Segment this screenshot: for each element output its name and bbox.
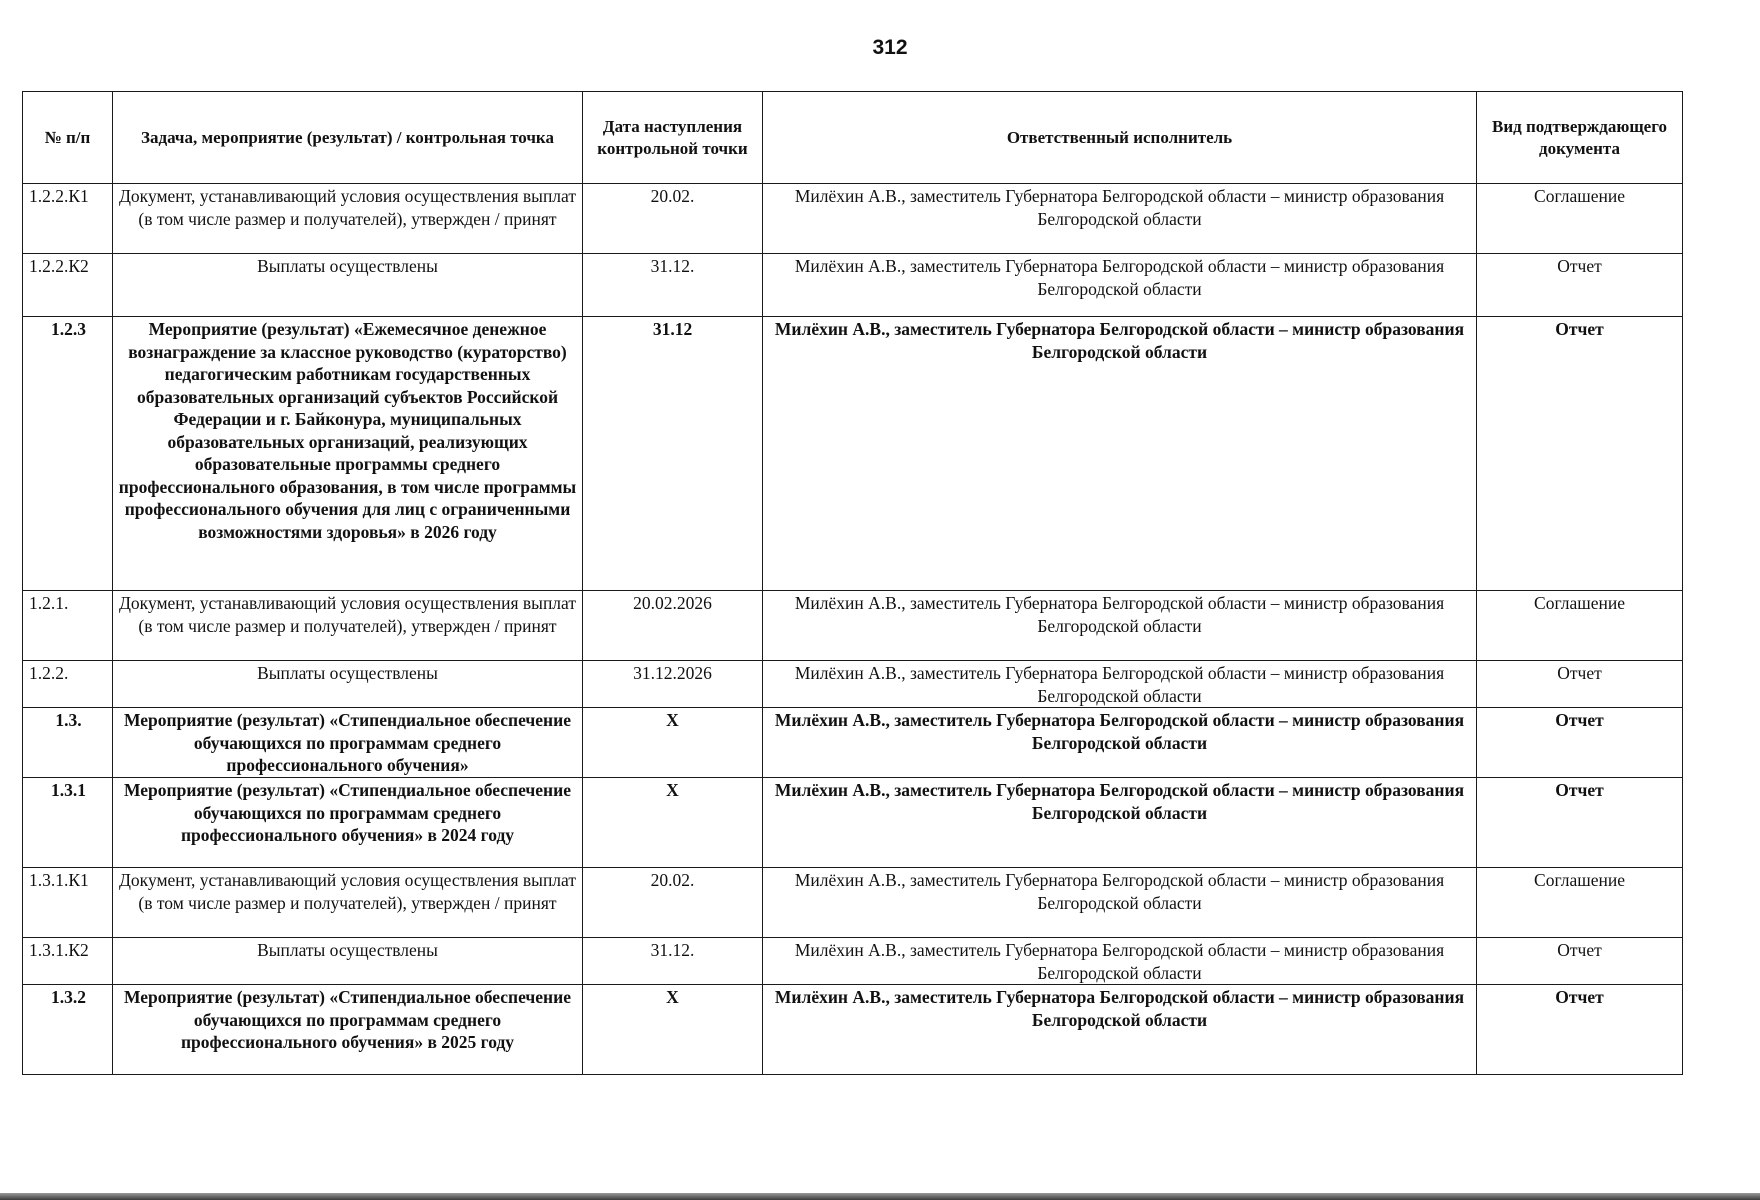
row-document: Отчет	[1477, 254, 1683, 317]
row-executor: Милёхин А.В., заместитель Губернатора Белгородской области – министр образования Белгородской области	[763, 591, 1477, 661]
row-document: Соглашение	[1477, 868, 1683, 938]
row-document: Отчет	[1477, 661, 1683, 708]
row-task: Документ, устанавливающий условия осуществления выплат (в том числе размер и получателей), утвержден / принят	[113, 184, 583, 254]
header-executor: Ответственный исполнитель	[763, 92, 1477, 184]
row-date: 31.12.2026	[583, 661, 763, 708]
table-row	[23, 708, 1683, 778]
table-row	[23, 591, 1683, 661]
row-date: 31.12.	[583, 938, 763, 985]
row-task: Выплаты осуществлены	[113, 254, 583, 317]
table-row	[23, 254, 1683, 317]
table-header-row	[23, 92, 1683, 184]
row-number: 1.2.1.	[23, 591, 113, 661]
row-document: Отчет	[1477, 778, 1683, 868]
table-row	[23, 985, 1683, 1075]
row-number: 1.3.1.К2	[23, 938, 113, 985]
row-executor: Милёхин А.В., заместитель Губернатора Белгородской области – министр образования Белгородской области	[763, 985, 1477, 1075]
row-document: Отчет	[1477, 708, 1683, 778]
row-task: Мероприятие (результат) «Стипендиальное обеспечение обучающихся по программам среднего профессионального обучения» в 2025 году	[113, 985, 583, 1075]
row-executor: Милёхин А.В., заместитель Губернатора Белгородской области – министр образования Белгородской области	[763, 778, 1477, 868]
page-number: 312	[872, 36, 908, 59]
row-document: Соглашение	[1477, 591, 1683, 661]
row-document: Отчет	[1477, 985, 1683, 1075]
control-points-table	[22, 91, 1683, 1075]
row-number: 1.3.1.К1	[23, 868, 113, 938]
row-date: 20.02.2026	[583, 591, 763, 661]
row-executor: Милёхин А.В., заместитель Губернатора Белгородской области – министр образования Белгородской области	[763, 317, 1477, 591]
row-date: X	[583, 985, 763, 1075]
row-number: 1.3.1	[23, 778, 113, 868]
row-date: 31.12.	[583, 254, 763, 317]
row-executor: Милёхин А.В., заместитель Губернатора Белгородской области – министр образования Белгородской области	[763, 661, 1477, 708]
header-task: Задача, мероприятие (результат) / контрольная точка	[113, 92, 583, 184]
row-task: Мероприятие (результат) «Стипендиальное обеспечение обучающихся по программам среднего профессионального обучения»	[113, 708, 583, 778]
row-task: Выплаты осуществлены	[113, 938, 583, 985]
table-row	[23, 661, 1683, 708]
row-document: Соглашение	[1477, 184, 1683, 254]
row-date: 20.02.	[583, 868, 763, 938]
table-row	[23, 778, 1683, 868]
table-row	[23, 938, 1683, 985]
table-row	[23, 868, 1683, 938]
row-task: Мероприятие (результат) «Ежемесячное денежное вознаграждение за классное руководство (кураторство) педагогическим работникам государственных образовательных организаций субъектов Российской Федерации и г. Байконура, муниципальных образовательных организаций, реализующих образовательные программы среднего профессионального образования, в том числе программы профессионального обучения для лиц с ограниченными возможностями здоровья» в 2026 году	[113, 317, 583, 591]
table-row	[23, 317, 1683, 591]
row-executor: Милёхин А.В., заместитель Губернатора Белгородской области – министр образования Белгородской области	[763, 184, 1477, 254]
row-document: Отчет	[1477, 938, 1683, 985]
row-number: 1.2.2.К2	[23, 254, 113, 317]
row-executor: Милёхин А.В., заместитель Губернатора Белгородской области – министр образования Белгородской области	[763, 254, 1477, 317]
row-task: Документ, устанавливающий условия осуществления выплат (в том числе размер и получателей), утвержден / принят	[113, 591, 583, 661]
row-number: 1.2.2.	[23, 661, 113, 708]
table-row	[23, 184, 1683, 254]
row-number: 1.2.3	[23, 317, 113, 591]
row-document: Отчет	[1477, 317, 1683, 591]
row-date: X	[583, 778, 763, 868]
row-number: 1.2.2.К1	[23, 184, 113, 254]
header-number: № п/п	[23, 92, 113, 184]
header-document: Вид подтверждающего документа	[1477, 92, 1683, 184]
row-date: 31.12	[583, 317, 763, 591]
row-task: Выплаты осуществлены	[113, 661, 583, 708]
header-date: Дата наступления контрольной точки	[583, 92, 763, 184]
row-date: 20.02.	[583, 184, 763, 254]
row-executor: Милёхин А.В., заместитель Губернатора Белгородской области – министр образования Белгородской области	[763, 708, 1477, 778]
row-task: Мероприятие (результат) «Стипендиальное обеспечение обучающихся по программам среднего профессионального обучения» в 2024 году	[113, 778, 583, 868]
row-executor: Милёхин А.В., заместитель Губернатора Белгородской области – министр образования Белгородской области	[763, 868, 1477, 938]
row-task: Документ, устанавливающий условия осуществления выплат (в том числе размер и получателей), утвержден / принят	[113, 868, 583, 938]
row-number: 1.3.	[23, 708, 113, 778]
scan-edge-strip	[0, 1193, 1760, 1200]
row-number: 1.3.2	[23, 985, 113, 1075]
row-executor: Милёхин А.В., заместитель Губернатора Белгородской области – министр образования Белгородской области	[763, 938, 1477, 985]
row-date: X	[583, 708, 763, 778]
